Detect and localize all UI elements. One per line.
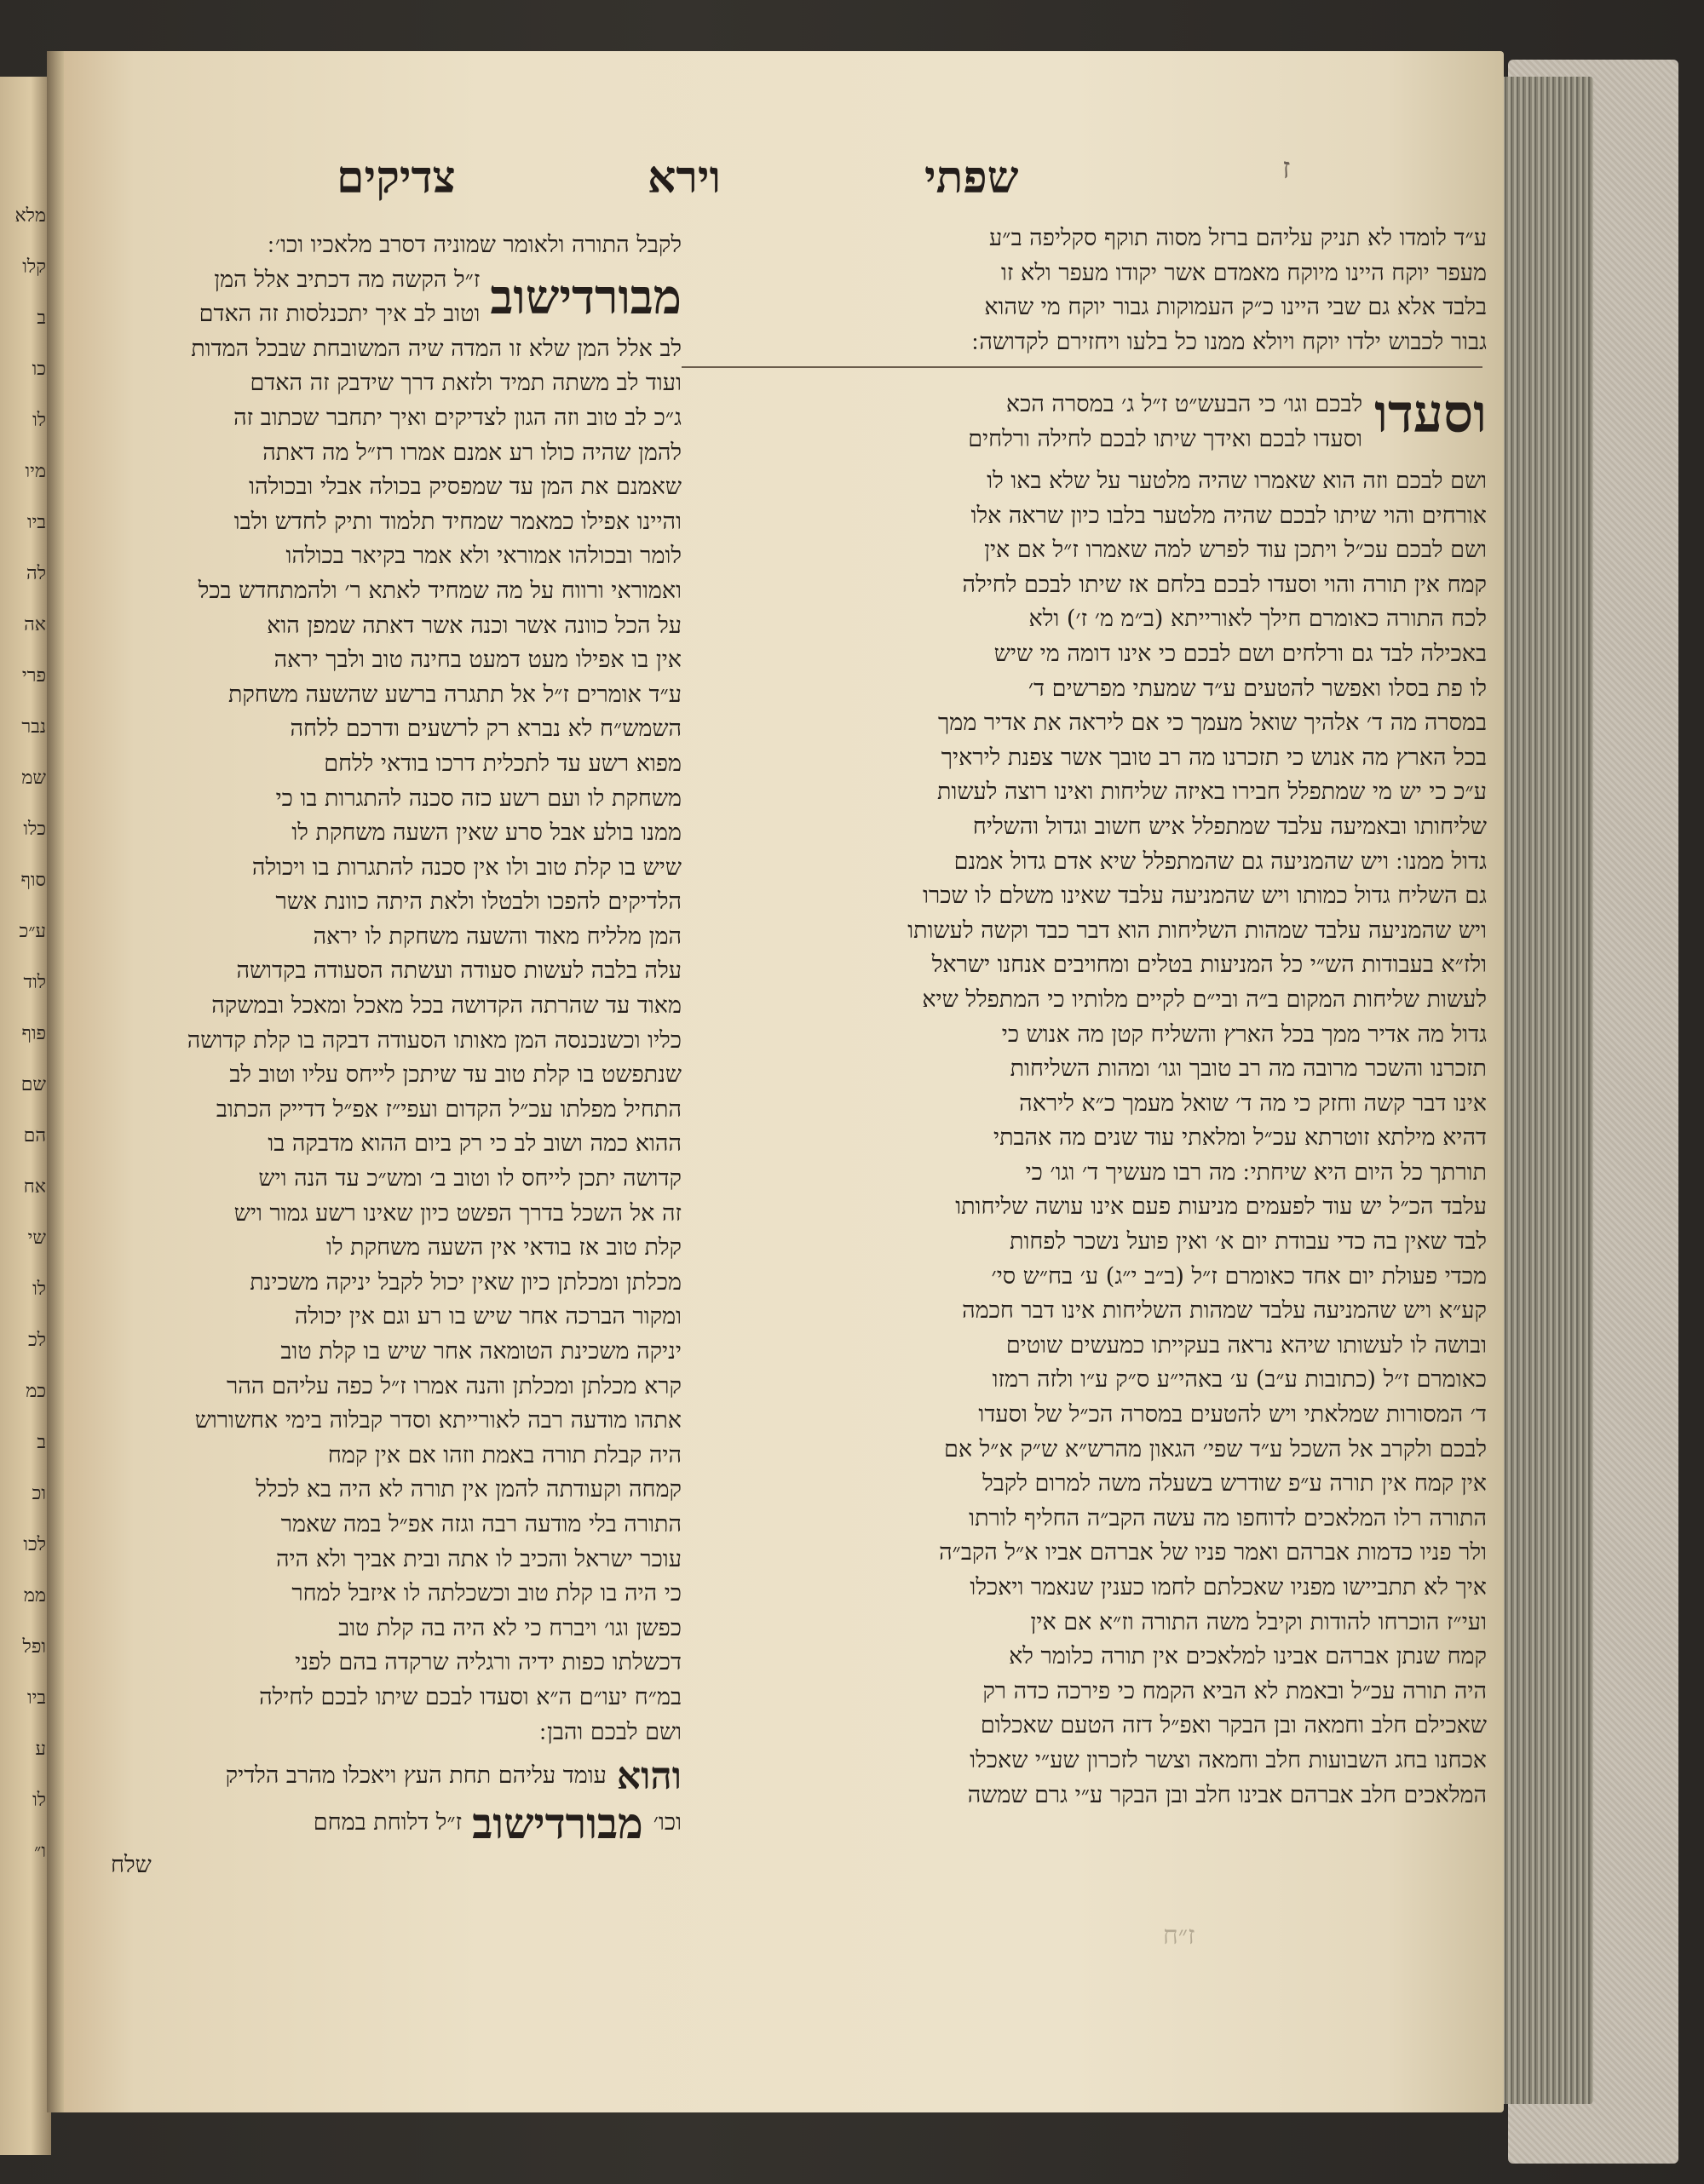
text-line: מאוד עד שהרתה הקדושה בכל מאכל ומאכל ובמשקה [211, 992, 682, 1020]
text-line: קמח שנתן אברהם אבינו למלאכים אין תורה כלומר לא [1009, 1643, 1487, 1670]
left-page-fragment-text: ב [37, 307, 46, 329]
text-line: גדול מה אדיר ממך בכל הארץ והשליח קטן מה אנוש כי [1001, 1020, 1487, 1048]
text-line: עלה בלבה לעשות סעודה ועשתה הסעודה בקדושה [236, 957, 682, 985]
text-line: דכשלתו כפות ידיה ורגליה שרקדה בהם לפני [295, 1649, 682, 1676]
left-page-fragment-text: מלא [14, 205, 46, 227]
text-line: מפוא רשע עד לתכלית דרכו בודאי ללחם [324, 750, 682, 777]
text-line: בלבד אלא גם שבי היינו כ״ק העמוקות גבור יוקח מי שהוא [984, 294, 1487, 321]
text-line: ומקור הברכה אחר שיש בו רע וגם אין יכולה [294, 1303, 682, 1331]
text-line: כליו וכשנכנסה המן מאותו הסעודה דבקה בו קלת קדושה [187, 1026, 682, 1054]
catchword: וסעדו [1374, 382, 1487, 445]
left-page-fragment-text: פוף [21, 1023, 46, 1044]
text-line: גבור לכבוש ילדו יוקח ויולא ממנו כל בלעו ויחזירם לקדושה ׃ [971, 328, 1487, 355]
right-column-body [677, 464, 1487, 1813]
left-page-fragment-text: הם [23, 1125, 46, 1147]
left-page-fragment-text: לכו [23, 1534, 46, 1555]
page-gutter [47, 51, 64, 2112]
text-line: כאומרם ז״ל (כתובות ע״ב) ע׳ באהי״ע ס״ק ע״ו ולזה רמזו [992, 1366, 1487, 1394]
text-line: מעפר יוקח היינו מיוקח מאמדם אשר יקודו מעפר ולא זו [1001, 259, 1487, 286]
text-line: לב אלל המן שלא זו המדה שיה המשובחת שבכל המדות [191, 335, 682, 362]
text-line: איך לא תתביישו מפניו שאכלתם לחמו כענין שנאמר ויאכלו [970, 1574, 1487, 1601]
bottom-post: ז״ל דלוחת במחם [313, 1809, 463, 1836]
bottom-author: מבורדישוב [472, 1798, 643, 1849]
running-header-left: צדיקים [337, 152, 456, 204]
text-line: אתהו מודעה רבה לאורייתא וסדר קבלוה בימי אחשורוש [194, 1407, 682, 1434]
text-line: בכל הארץ מה אנוש כי תזכרנו מה רב טובך אשר צפנת ליראיך [941, 744, 1487, 771]
text-line: ושם לבכם וזה הוא שאמרו שהיה מלטער על שלא באו לו [987, 468, 1487, 494]
text-line: השמש״ח לא נברא רק לרשעים ודרכם ללחה [290, 716, 682, 743]
catchword-lines [677, 388, 1362, 457]
text-line: ואמוראי ורווח על מה שמחיד לאתא ר׳ ולהמתחדש בכל [198, 577, 682, 604]
left-page-fragment-text: ב [37, 1432, 46, 1453]
left-page-fragment-text: נבר [21, 716, 46, 738]
left-page-fragment-text: ופל [22, 1636, 46, 1658]
column-divider [682, 366, 1482, 368]
text-line: ע״ד אומרים ז״ל אל תתגרה ברשע שהשעה משחקת [227, 681, 682, 708]
text-line: תזכרנו והשכר מרובה מה רב טובך וגו׳ ומהות השליחות [1010, 1055, 1487, 1083]
right-column-catchword-block [677, 382, 1487, 457]
text-line: קרא מכלתן ומכלתן והנה אמרו ז״ל כפה עליהם ההר [227, 1372, 682, 1399]
text-line: אכחנו בחג השבועות חלב וחמאה וצשר לזכרון שע״י שאכלו [970, 1746, 1487, 1773]
text-line: שליחותו ובאמיעה עלבד שמתפלל איש חשוב וגדול והשליח [972, 813, 1487, 840]
text-line: אינו דבר קשה וחזק כי מה ד׳ שואל מעמך כ״א ליראה [1019, 1089, 1487, 1117]
text-line: קלת טוב אז בודאי אין השעה משחקת לו [326, 1234, 682, 1262]
text-line: קמח אין תורה והוי וסעדו לבכם בלחם אז שיתו לבכם לחילה [962, 571, 1487, 598]
text-line: ושם לבכם והבן ׃ [539, 1718, 682, 1745]
left-page-fragment-text: אה [24, 614, 46, 635]
text-line: לו פת בסלו ואפשר להטעים ע״ד שמעתי מפרשים ד׳ [1028, 675, 1487, 702]
text-line: קדושה יתכן לייחס לו וטוב ב׳ ומש״כ עד הנה ויש [258, 1165, 682, 1193]
text-line: התחיל מפלתו עכ״ל הקדום ועפי״ז אפ״ל דדייק הכתוב [216, 1095, 682, 1123]
page-number: ז [1282, 152, 1291, 186]
text-line: לעשות שליחות המקום ב״ה ובי״ם לקיים מלותיו כי המתפלל שיא [922, 986, 1487, 1013]
last-word: שלח [111, 1852, 152, 1879]
left-page-fragment-text: פרי [21, 665, 46, 687]
running-header-center: וירא [648, 152, 721, 204]
text-line: יניקה משכינת הטומאה אחר שיש בו קלת טוב [280, 1338, 682, 1365]
left-page-fragment-text: לו [32, 410, 46, 431]
left-page-fragment-text: לה [26, 563, 46, 584]
text-line: היה תורה עכ״ל ובאמת לא הביא הקמח כי פירכה כדה רק [982, 1677, 1487, 1704]
text-line: לומר ובכולהו אמוראי ולא אמר בקיאר בכולהו [285, 543, 682, 570]
text-line: כפשן וגו׳ ויברח כי לא היה בה קלת טוב [338, 1614, 682, 1641]
text-line: המן מלליח מאוד והשעה משחקת לו יראה [313, 922, 682, 950]
left-page-fragment-text: ע״כ [19, 921, 46, 942]
left-page-fragment-text: כלו [23, 819, 46, 840]
left-page-fragment-text: אח [23, 1176, 46, 1198]
text-line: ויש שהמניעה עלבד שמהות השליחות הוא דבר כבד וקשה לעשותו [907, 917, 1487, 944]
text-line: להמן שהיה כולו רע אמנם אמרו רז״ל מה דאתה [262, 439, 682, 466]
text-line: ממנו בולע אבל סרע שאין השעה משחקת לו [291, 819, 682, 847]
left-page-fragment-text: ביו [27, 512, 46, 533]
text-line: ולר פניו כדמות אברהם ואמר פניו של אברהם אביו א״ל הקב״ה [939, 1539, 1487, 1566]
text-line: על הכל כוונה אשר וכנה אשר דאתה שמפן הוא [267, 612, 682, 639]
left-top-line: לקבל התורה ולאומר שמוניה דסרב מלאכיו וכו׳ ׃ [268, 232, 682, 258]
left-column-lines [102, 332, 682, 1750]
left-page-fragment-text: קלו [22, 256, 46, 278]
text-line: לבד שאין בה כדי עבודת יום א׳ ואין פועל נשכר לפחות [1010, 1228, 1487, 1256]
text-line: גדול ממנו ׃ ויש שהמניעה גם שהמתפלל שיא אדם גדול אמנם [953, 848, 1487, 875]
text-line: המלאכים חלב אברהם אבינו חלב ובן הבקר ע״י גרם שמשה [967, 1781, 1487, 1808]
intro-lines [102, 263, 480, 332]
text-line: כי היה בו קלת טוב וכשכלתה לו איזבל למחר [291, 1580, 682, 1607]
bottom-signature: ז״ח [1163, 1921, 1195, 1951]
right-column-lines [677, 464, 1487, 1813]
text-line: ג״כ לב טוב וזה הגון לצדיקים ואיך יתחבר שכתוב זה [233, 404, 682, 431]
text-line: ועי״ז הוכרחו להודות וקיבל משה התורה וז״א אם אין [1030, 1608, 1487, 1635]
left-page-fragment [0, 77, 51, 2155]
text-line: וטוב לב איך יתכנלסות זה האדם [199, 301, 481, 328]
text-line: במ״ח יעו״ם ה״א וסעדו לבכם שיתו לבכם לחילה [259, 1683, 682, 1710]
text-line: ד׳ המסורות שמלאתי ויש להטעים במסרה הכ״ל של וסעדו [978, 1401, 1487, 1428]
text-line: זה אל השכל בדרך הפשט כיון שאינו רשע גמור ויש [233, 1199, 682, 1227]
left-page-fragment-text: לו [32, 1790, 46, 1811]
text-line: שנתפשט בו קלת טוב עד שיתכן לייחס עליו וטוב לב [229, 1061, 682, 1089]
text-line: אין קמח אין תורה ע״פ שודרש בשעלה משה למרום לקבל [982, 1470, 1487, 1497]
text-line: שיש בו קלת טוב ולו אין סכנה להתגרות בו ויכולה [251, 853, 682, 881]
text-line: דהיא מילתא זוטרתא עכ״ל ומלאתי עוד שנים מה אהבתי [993, 1124, 1487, 1152]
text-line: שאכילם חלב וחמאה ובן הבקר ואפ״ל דזה הטעם שאכלום [980, 1712, 1487, 1739]
left-page-fragment-text: ממ [23, 1585, 46, 1606]
right-column [677, 221, 1487, 359]
text-line: ההוא כמה ושוב לב כי רק ביום ההוא מדבקה בו [268, 1130, 682, 1158]
text-line: אין בו אפילו מעט דמעט בחינה טוב ולבך יראה [273, 647, 682, 674]
text-line: באכילה לבד גם ורלחים ושם לבכם כי אינו דומה מי שיש [993, 640, 1487, 667]
left-page-fragment-text: לכ [27, 1330, 46, 1351]
running-header-right: שפתי [924, 152, 1019, 204]
text-line: לכח התורה כאומרם חילך לאורייתא (ב״מ מ׳ ז׳) ולא [1028, 606, 1487, 633]
text-line: ובושה לו לעשותו שיהא נראה בעקייתו כמעשים שוטים [1005, 1331, 1487, 1359]
left-page-fragment-text: לוד [23, 972, 46, 993]
text-line: שאמנם את המן עד שמפסיק בכולה אבלי ובכולהו [249, 474, 682, 501]
text-line: לבכם ולקרב אל השכל ע״ד שפי׳ הגאון מהרש״א ש״ק א״ל אם [944, 1435, 1487, 1463]
text-line: ע״כ כי יש מי שמתפלל חבירו באיזה שליחות ואינו רוצה לעשות [936, 779, 1487, 806]
left-column [102, 228, 682, 1883]
text-line: במסרה מה ד׳ אלהיך שואל מעמך כי אם ליראה את אדיר ממך [938, 710, 1487, 737]
left-page-fragment-text: שי [27, 1227, 46, 1249]
left-page-fragment-text: שם [20, 1074, 46, 1095]
left-page-fragment-text: כמ [26, 1381, 46, 1402]
left-page-fragment-text: ביו [27, 1687, 46, 1709]
vehu-line: עומד עליהם תחת העץ ויאכלו מהרב הלדיק [225, 1762, 607, 1790]
text-line: גם השליח גדול כמותו ויש שהמניעה עלבד שאינו משלם לו שכרו [923, 882, 1487, 910]
left-page-fragment-text: סוף [20, 870, 46, 891]
bottom-pre: וכו׳ [653, 1809, 682, 1836]
left-page-fragment-text: וכ [32, 1483, 46, 1504]
vehu-catchword: והוא [616, 1755, 682, 1799]
text-line: ועוד לב משתה תמיד ולזאת דרך שידבק זה האדם [250, 370, 682, 397]
left-page-fragment-text: כו [32, 359, 46, 380]
left-page-fragment-text: ו״ [34, 1841, 46, 1862]
text-line: קמחה וקעודתה להמן אין תורה לא היה בא לכלל [256, 1476, 682, 1503]
text-line: תורתך כל היום היא שיחתי ׃ מה רבו מעשיך ד׳ וגו׳ כי [1025, 1158, 1487, 1186]
left-page-fragment-text: לו [32, 1279, 46, 1300]
text-line: והיינו אפילו כמאמר שמחיד תלמוד ותיק לחדש ולבו [233, 508, 682, 535]
left-page-fragment-text: ע [35, 1739, 46, 1760]
text-line: עלבד הכ״ל יש עוד לפעמים מניעות פעם אינו עושה שליחותו [955, 1193, 1487, 1221]
text-line: התורה רלו המלאכים לדוחפו מה עשה הקב״ה החליף לורתו [969, 1504, 1487, 1532]
text-line: מכלתן ומכלתן כיון שאין יכול לקבל יניקה משכינת [250, 1268, 682, 1296]
text-line: מכדי פעולת יום אחד כאומרם ז״ל (ב״ב י״ג) ע׳ בח״ש סי׳ [991, 1262, 1487, 1290]
text-line: וסעדו לבכם ואידך שיתו לבכם לחילה ורלחים [968, 425, 1363, 452]
text-line: לבכם וגו׳ כי הבעש״ט ז״ל ג׳ במסרה הכא [1005, 391, 1363, 417]
text-line: משחקת לו ועם רשע כזה סכנה להתגרות בו כי [275, 785, 682, 812]
text-line: קע״א ויש שהמניעה עלבד שמהות השליחות אינו דבר חכמה [962, 1297, 1487, 1325]
text-line: ושם לבכם עכ״ל ויתכן עוד לפרש למה שאמרו ז״ל אם אין [984, 537, 1487, 564]
text-line: אורחים והוי שיתו לבכם שהיה מלטער בלבו כיון שראה אלו [970, 502, 1487, 529]
text-line: עוכר ישראל והכיב לו אתה ובית אביך ולא היה [276, 1545, 682, 1572]
text-line: ולז״א בעבודות הש״י כל המניעות בטלים ומחויבים אנחנו ישראל [931, 951, 1487, 979]
text-line: התורה בלי מודעה רבה וגזה אפ״ל במה שאמר [280, 1510, 682, 1537]
author-heading: מבורדישוב [490, 269, 682, 326]
left-page-fragment-text: שמ [21, 767, 46, 789]
text-line: היה קבלת תורה באמת וזהו אם אין קמח [327, 1441, 682, 1468]
text-line: ע״ד לומדו לא תניק עליהם ברזל מסוה תוקף סקליפה ב״ע [989, 225, 1487, 251]
text-line: הלדיקים להפכו ולבטלו ולאת היתה כוונת אשר [275, 888, 682, 916]
right-column-top [677, 221, 1487, 359]
left-page-fragment-text: מיו [25, 461, 46, 482]
text-line: ז״ל הקשה מה דכתיב אלל המן [214, 266, 481, 293]
